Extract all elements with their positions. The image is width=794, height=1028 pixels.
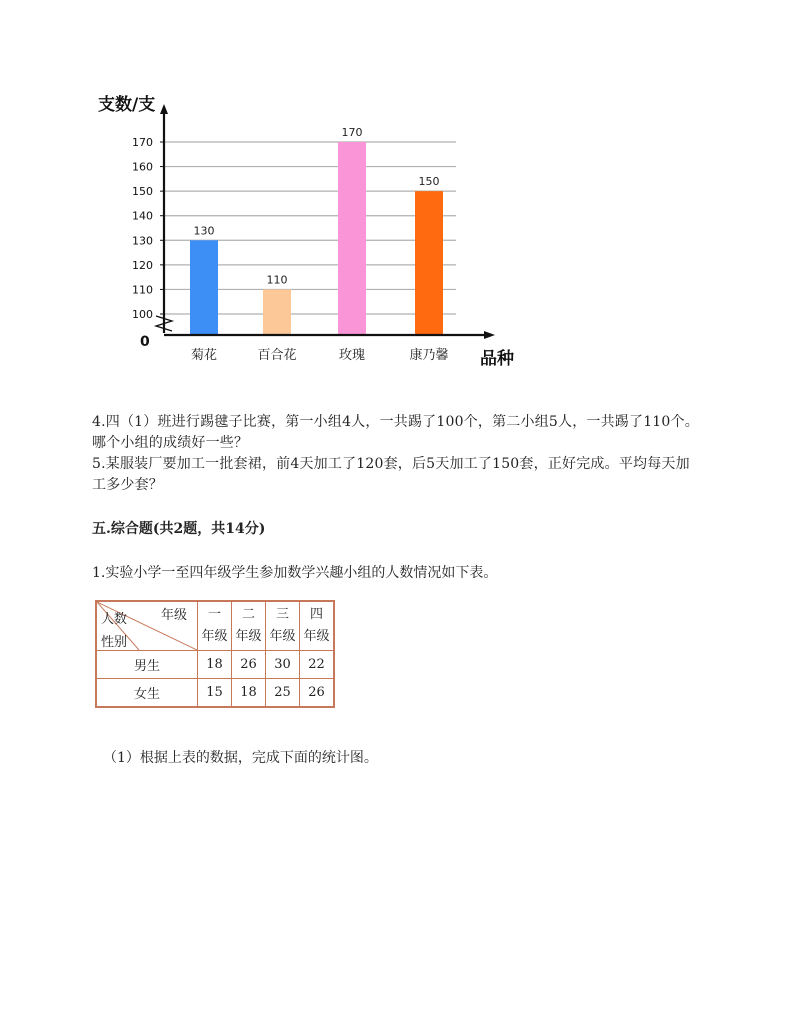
- table-cell: 15: [198, 679, 232, 708]
- grade-header: 三 年级: [266, 601, 300, 651]
- y-axis-label: 支数/支: [98, 95, 156, 115]
- chart-y-ticks: [132, 136, 164, 321]
- table-cell: 30: [266, 651, 300, 679]
- row-label: 女生: [96, 679, 198, 708]
- data-table: [95, 600, 335, 708]
- chart-bars: [190, 126, 443, 335]
- chart-categories: [191, 347, 449, 363]
- x-category-label: 康乃馨: [409, 348, 449, 363]
- corner-gender-label: 性别: [101, 635, 128, 650]
- problem-1: 1.实验小学一至四年级学生参加数学兴趣小组的人数情况如下表。: [92, 565, 498, 581]
- bar: [190, 240, 218, 335]
- bar-value-label: 170: [341, 126, 363, 139]
- grade-header: 四 年级: [300, 601, 335, 651]
- y-tick-label: 170: [132, 136, 153, 149]
- x-category-label: 百合花: [257, 348, 297, 363]
- table-row: [96, 651, 334, 679]
- table-cell: 22: [300, 651, 335, 679]
- table-cell: 25: [266, 679, 300, 708]
- axis-break-icon: [156, 316, 172, 331]
- y-tick-label: 100: [132, 308, 153, 321]
- question-5: 5.某服装厂要加工一批套裙，前4天加工了120套，后5天加工了150套，正好完成。平均每天加工多少套？: [92, 456, 690, 493]
- grade-header: 二 年级: [232, 601, 266, 651]
- corner-count-label: 人数: [101, 612, 128, 627]
- table-cell: 26: [232, 651, 266, 679]
- table-row: [96, 679, 334, 708]
- bar-chart: [90, 88, 530, 378]
- y-tick-label: 160: [132, 160, 153, 174]
- bar: [338, 142, 366, 335]
- table-header-row: [96, 601, 334, 651]
- y-tick-label: 140: [132, 209, 153, 223]
- table-cell: 26: [300, 679, 335, 708]
- y-tick-label: 130: [132, 234, 153, 248]
- x-category-label: 菊花: [190, 348, 218, 363]
- x-category-label: 玫瑰: [338, 348, 366, 363]
- bar-value-label: 150: [418, 175, 440, 189]
- y-axis-arrow: [160, 104, 168, 114]
- bar-value-label: 130: [193, 224, 215, 238]
- bar: [415, 191, 443, 335]
- table-cell: 18: [198, 651, 232, 679]
- grade-header: 一 年级: [198, 601, 232, 651]
- bar-value-label: 110: [266, 273, 288, 287]
- x-axis-label: 品种: [480, 349, 514, 369]
- y-tick-label: 150: [132, 185, 153, 199]
- subquestion-1: （1）根据上表的数据，完成下面的统计图。: [103, 750, 378, 766]
- x-axis-arrow: [484, 331, 495, 339]
- y-tick-label: 110: [132, 283, 153, 297]
- table-cell: 18: [232, 679, 266, 708]
- bar: [263, 289, 291, 335]
- corner-grade-label: 年级: [161, 608, 188, 623]
- y-tick-label: 120: [132, 258, 153, 272]
- origin-label: 0: [140, 334, 150, 350]
- row-label: 男生: [96, 651, 198, 679]
- section-title: 五.综合题(共2题，共14分): [92, 521, 266, 537]
- table-corner: [96, 601, 198, 651]
- question-4: 4.四（1）班进行踢毽子比赛，第一小组4人，一共踢了100个，第二小组5人，一共踢了110个。哪个小组的成绩好一些？: [92, 414, 699, 451]
